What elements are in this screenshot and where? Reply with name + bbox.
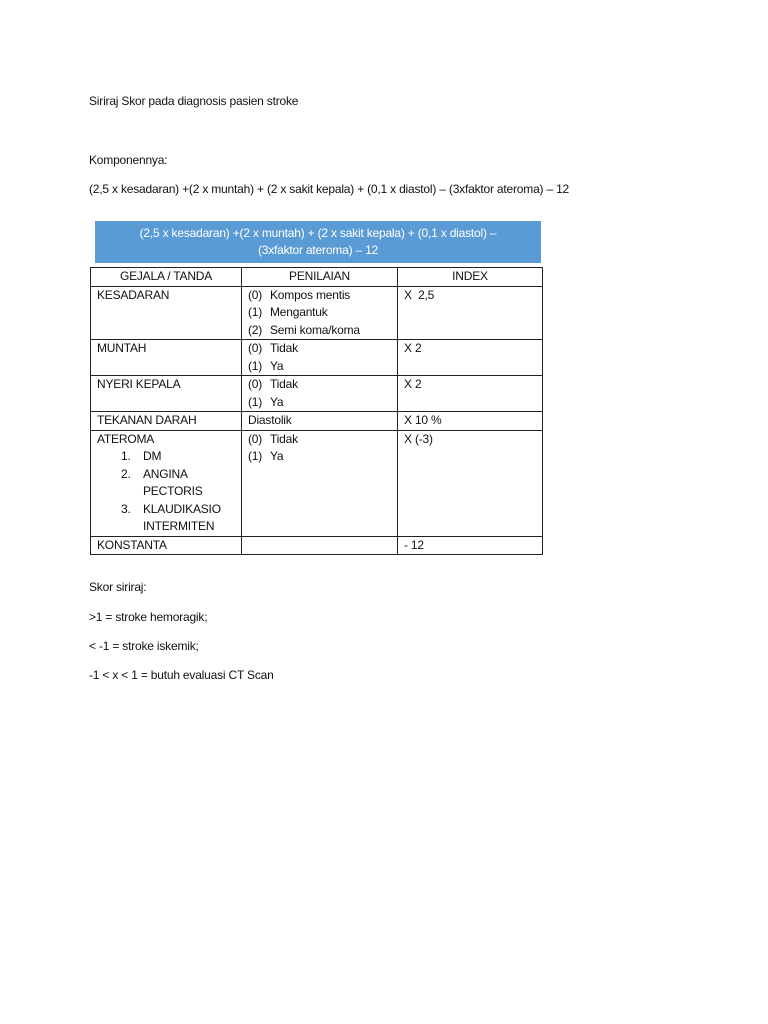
cell-penilaian [242, 536, 398, 555]
option-item [248, 431, 391, 449]
formula-text: (2,5 x kesadaran) +(2 x muntah) + (2 x sakit kepala) + (0,1 x diastol) – (3xfaktor ateroma) – 12 [89, 182, 570, 196]
option-item [248, 287, 391, 305]
cell-penilaian [242, 340, 398, 376]
formula-banner [95, 221, 541, 263]
table-row [91, 376, 543, 412]
cell-gejala: KESADARAN [91, 286, 242, 340]
option-item [248, 448, 391, 466]
list-item [97, 501, 235, 536]
list-number: 1. [121, 449, 131, 463]
document-title: Siriraj Skor pada diagnosis pasien stroke [89, 94, 299, 108]
list-number: 3. [121, 501, 131, 516]
option-item [248, 394, 391, 412]
option-item [248, 322, 391, 340]
option-item [248, 340, 391, 358]
score-item: < -1 = stroke iskemik; [89, 639, 199, 653]
option-text: Kompos mentis [270, 287, 351, 302]
table-row [91, 286, 543, 340]
cell-gejala: MUNTAH [91, 340, 242, 376]
option-text: Tidak [270, 341, 298, 355]
list-text: ANGINA PECTORIS [143, 466, 203, 498]
cell-index: X 2,5 [398, 286, 543, 340]
option-number: (1) [248, 358, 263, 373]
option-text: Mengantuk [270, 305, 328, 319]
formula-banner-line-1: (2,5 x kesadaran) +(2 x muntah) + (2 x sakit kepala) + (0,1 x diastol) – [139, 226, 497, 240]
cell-penilaian: Diastolik [242, 412, 398, 431]
option-item [248, 376, 391, 394]
components-heading: Komponennya: [89, 153, 168, 167]
option-text: Ya [270, 394, 284, 409]
cell-penilaian [242, 430, 398, 536]
score-heading: Skor siriraj: [89, 580, 147, 594]
cell-gejala: KONSTANTA [91, 536, 242, 555]
header-gejala: GEJALA / TANDA [91, 268, 242, 287]
option-text: Tidak [270, 431, 298, 446]
option-item [248, 304, 391, 322]
table-row [91, 430, 543, 536]
option-number: (0) [248, 287, 263, 302]
option-number: (0) [248, 341, 263, 355]
list-item [97, 448, 235, 466]
cell-penilaian [242, 286, 398, 340]
option-number: (1) [248, 305, 263, 319]
list-number: 2. [121, 466, 131, 481]
option-number: (0) [248, 431, 263, 446]
list-text: KLAUDIKASIO INTERMITEN [143, 501, 221, 533]
list-item [97, 466, 235, 501]
option-number: (1) [248, 394, 263, 409]
formula-banner-line-2: (3xfaktor ateroma) – 12 [257, 243, 379, 257]
option-number: (1) [248, 449, 263, 463]
score-item: -1 < x < 1 = butuh evaluasi CT Scan [89, 668, 274, 682]
table-row [91, 536, 543, 555]
list-text: DM [143, 449, 162, 463]
cell-gejala: NYERI KEPALA [91, 376, 242, 412]
score-item: >1 = stroke hemoragik; [89, 610, 208, 624]
ateroma-list [97, 448, 235, 536]
gejala-label: ATEROMA [97, 431, 155, 446]
cell-gejala [91, 430, 242, 536]
cell-index: X (-3) [398, 430, 543, 536]
header-penilaian: PENILAIAN [242, 268, 398, 287]
cell-index: X 2 [398, 376, 543, 412]
table-row [91, 412, 543, 431]
table-row [91, 340, 543, 376]
option-text: Ya [270, 358, 284, 373]
cell-penilaian [242, 376, 398, 412]
option-item [248, 358, 391, 376]
option-text: Ya [270, 449, 284, 463]
option-number: (2) [248, 322, 263, 337]
option-number: (0) [248, 377, 263, 391]
header-index: INDEX [398, 268, 543, 287]
cell-gejala: TEKANAN DARAH [91, 412, 242, 431]
table-header-row [91, 268, 543, 287]
cell-index: - 12 [398, 536, 543, 555]
option-text: Semi koma/koma [270, 322, 360, 337]
cell-index: X 2 [398, 340, 543, 376]
option-text: Tidak [270, 377, 298, 391]
siriraj-score-table [90, 267, 543, 555]
cell-index: X 10 % [398, 412, 543, 431]
